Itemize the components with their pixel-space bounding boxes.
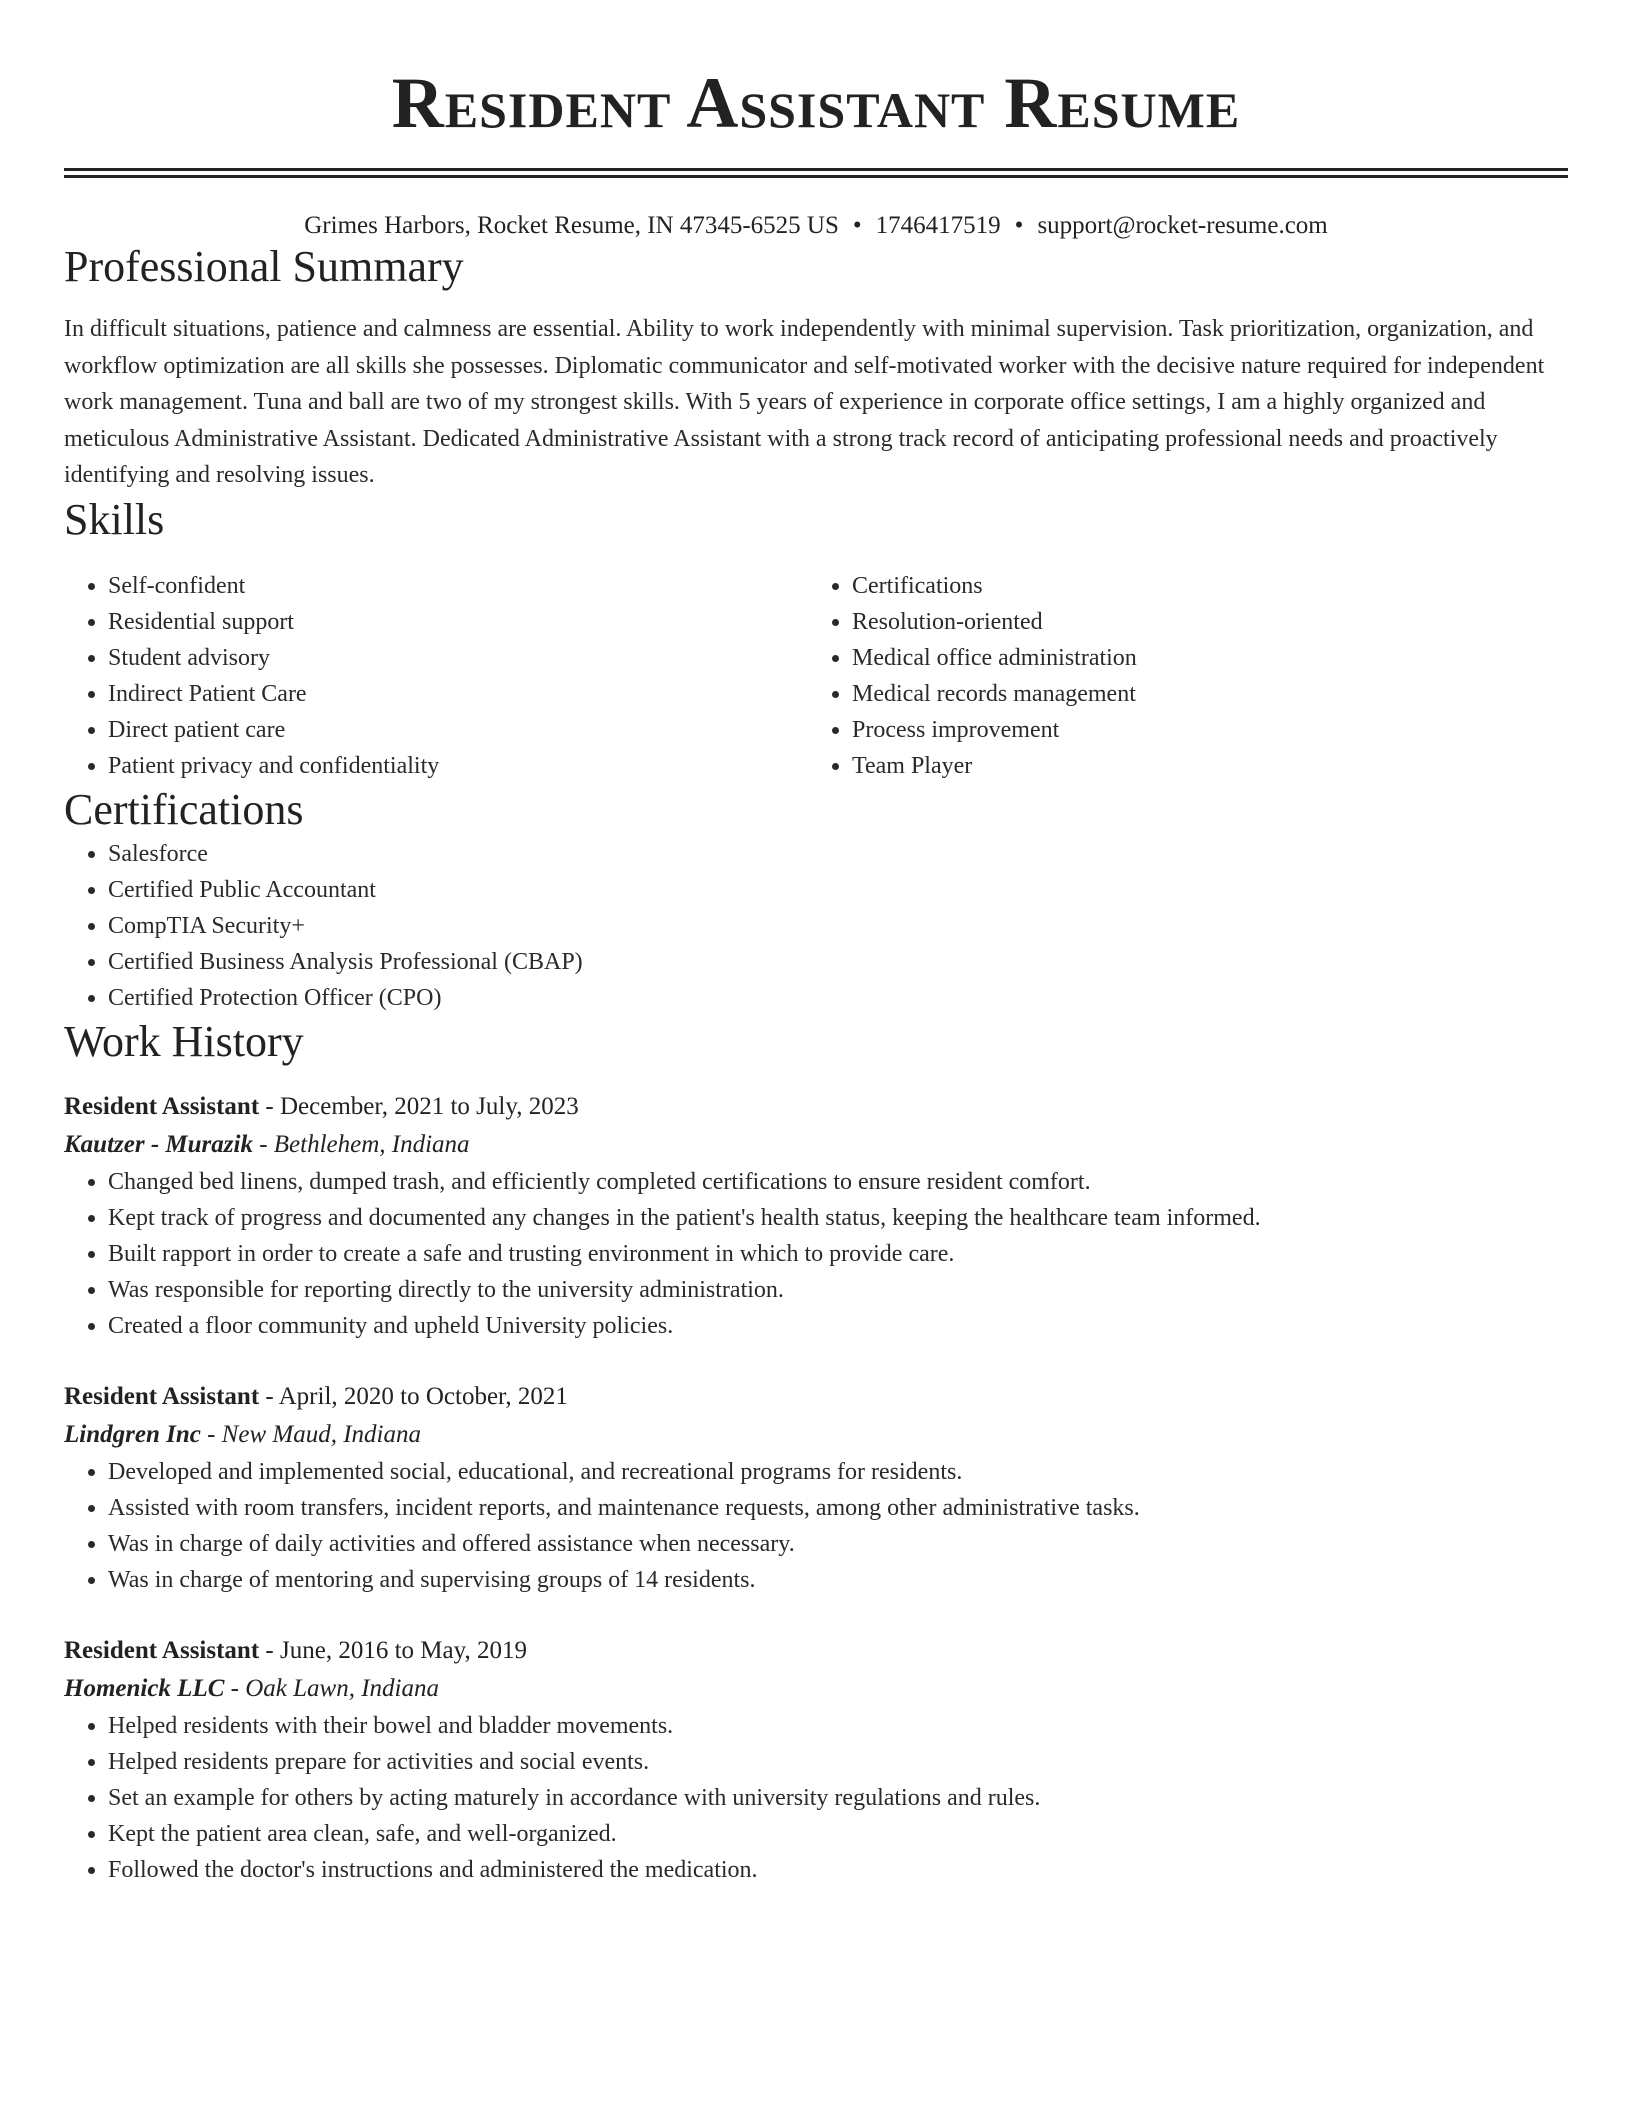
contact-address: Grimes Harbors, Rocket Resume, IN 47345-6525 US [304, 212, 839, 239]
contact-separator: • [1014, 212, 1024, 239]
contact-email: support@rocket-resume.com [1037, 212, 1328, 239]
summary-text: In difficult situations, patience and calmness are essential. Ability to work independently with minimal supervision. Task prioritization, organization, and workflow optimization are all skills she possesses. Diplomatic communicator and self-motivated worker with the decisive nature required for independent work management. Tuna and ball are two of my strongest skills. With 5 years of experience in corporate office settings, I am a highly organized and meticulous Administrative Assistant. Dedicated Administrative Assistant with a strong track record of anticipating professional needs and proactively identifying and resolving issues. [64, 316, 1545, 488]
job-dash: - [224, 1674, 246, 1702]
job-duty: • Kept track of progress and documented any changes in the patient's health status, keeping the healthcare team informed. [108, 1200, 1568, 1236]
job-duty: • Was in charge of daily activities and offered assistance when necessary. [108, 1526, 1568, 1562]
job-company: Kautzer - Murazik [64, 1130, 253, 1158]
skills-column-right [808, 568, 1552, 784]
certification-item: • Certified Public Accountant [108, 872, 1568, 908]
resume-title: Resident Assistant Resume [391, 63, 1241, 143]
job-duty: • Changed bed linens, dumped trash, and efficiently completed certifications to ensure resident comfort. [108, 1164, 1568, 1200]
job-employer [64, 1416, 1568, 1454]
job-entry [64, 1088, 1568, 1344]
summary-heading: Professional Summary [64, 242, 464, 291]
title-divider [64, 168, 1568, 178]
job-dates: June, 2016 to May, 2019 [280, 1636, 527, 1664]
job-duty: • Helped residents with their bowel and bladder movements. [108, 1708, 1568, 1744]
job-dates: December, 2021 to July, 2023 [280, 1092, 579, 1120]
skills-heading: Skills [64, 494, 165, 544]
skill-item: • Indirect Patient Care [108, 676, 808, 712]
job-employer [64, 1670, 1568, 1708]
skill-item: • Certifications [852, 568, 1552, 604]
job-role: Resident Assistant [64, 1382, 260, 1410]
job-entry [64, 1632, 1568, 1888]
certification-item: • CompTIA Security+ [108, 908, 1568, 944]
job-dates: April, 2020 to October, 2021 [278, 1382, 568, 1410]
job-duty: • Created a floor community and upheld University policies. [108, 1308, 1568, 1344]
job-duty: • Assisted with room transfers, incident reports, and maintenance requests, among other administrative tasks. [108, 1490, 1568, 1526]
skills-list-right [808, 568, 1552, 784]
job-header [64, 1632, 1568, 1670]
job-duty: • Was in charge of mentoring and supervising groups of 14 residents. [108, 1562, 1568, 1598]
job-dash: - [259, 1092, 280, 1120]
job-duties-list [64, 1708, 1568, 1888]
job-company: Homenick LLC [64, 1674, 225, 1702]
job-role: Resident Assistant [64, 1092, 260, 1120]
skills-columns [64, 568, 1568, 784]
job-header [64, 1378, 1568, 1416]
certifications-heading: Certifications [64, 784, 304, 834]
work-history-heading: Work History [64, 1016, 304, 1066]
skills-column-left [64, 568, 808, 784]
job-duty: • Helped residents prepare for activities and social events. [108, 1744, 1568, 1780]
job-company: Lindgren Inc [64, 1420, 201, 1448]
job-dash: - [259, 1636, 280, 1664]
job-duty: • Followed the doctor's instructions and administered the medication. [108, 1852, 1568, 1888]
job-dash: - [200, 1420, 222, 1448]
contact-separator: • [852, 212, 862, 239]
job-role: Resident Assistant [64, 1636, 260, 1664]
job-location: Bethlehem, Indiana [273, 1130, 470, 1158]
job-entry [64, 1378, 1568, 1598]
skill-item: • Direct patient care [108, 712, 808, 748]
job-location: Oak Lawn, Indiana [245, 1674, 439, 1702]
skill-item: • Team Player [852, 748, 1552, 784]
job-duty: • Was responsible for reporting directly to the university administration. [108, 1272, 1568, 1308]
certifications-list [64, 836, 1568, 1016]
certification-item: • Certified Protection Officer (CPO) [108, 980, 1568, 1016]
skill-item: • Medical records management [852, 676, 1552, 712]
contact-line [64, 211, 1568, 241]
job-duty: • Set an example for others by acting maturely in accordance with university regulations and rules. [108, 1780, 1568, 1816]
skill-item: • Self-confident [108, 568, 808, 604]
skill-item: • Process improvement [852, 712, 1552, 748]
skill-item: • Medical office administration [852, 640, 1552, 676]
skill-item: • Residential support [108, 604, 808, 640]
skills-list-left [64, 568, 808, 784]
skill-item: • Patient privacy and confidentiality [108, 748, 808, 784]
job-duties-list [64, 1454, 1568, 1598]
skill-item: • Student advisory [108, 640, 808, 676]
job-location: New Maud, Indiana [221, 1420, 421, 1448]
certification-item: • Certified Business Analysis Professional (CBAP) [108, 944, 1568, 980]
job-dash: - [259, 1382, 279, 1410]
job-header [64, 1088, 1568, 1126]
job-duties-list [64, 1164, 1568, 1344]
job-duty: • Kept the patient area clean, safe, and well-organized. [108, 1816, 1568, 1852]
job-duty: • Built rapport in order to create a safe and trusting environment in which to provide care. [108, 1236, 1568, 1272]
certification-item: • Salesforce [108, 836, 1568, 872]
job-employer [64, 1126, 1568, 1164]
skill-item: • Resolution-oriented [852, 604, 1552, 640]
job-dash: - [252, 1130, 274, 1158]
contact-phone: 1746417519 [875, 212, 1001, 239]
job-duty: • Developed and implemented social, educational, and recreational programs for residents. [108, 1454, 1568, 1490]
